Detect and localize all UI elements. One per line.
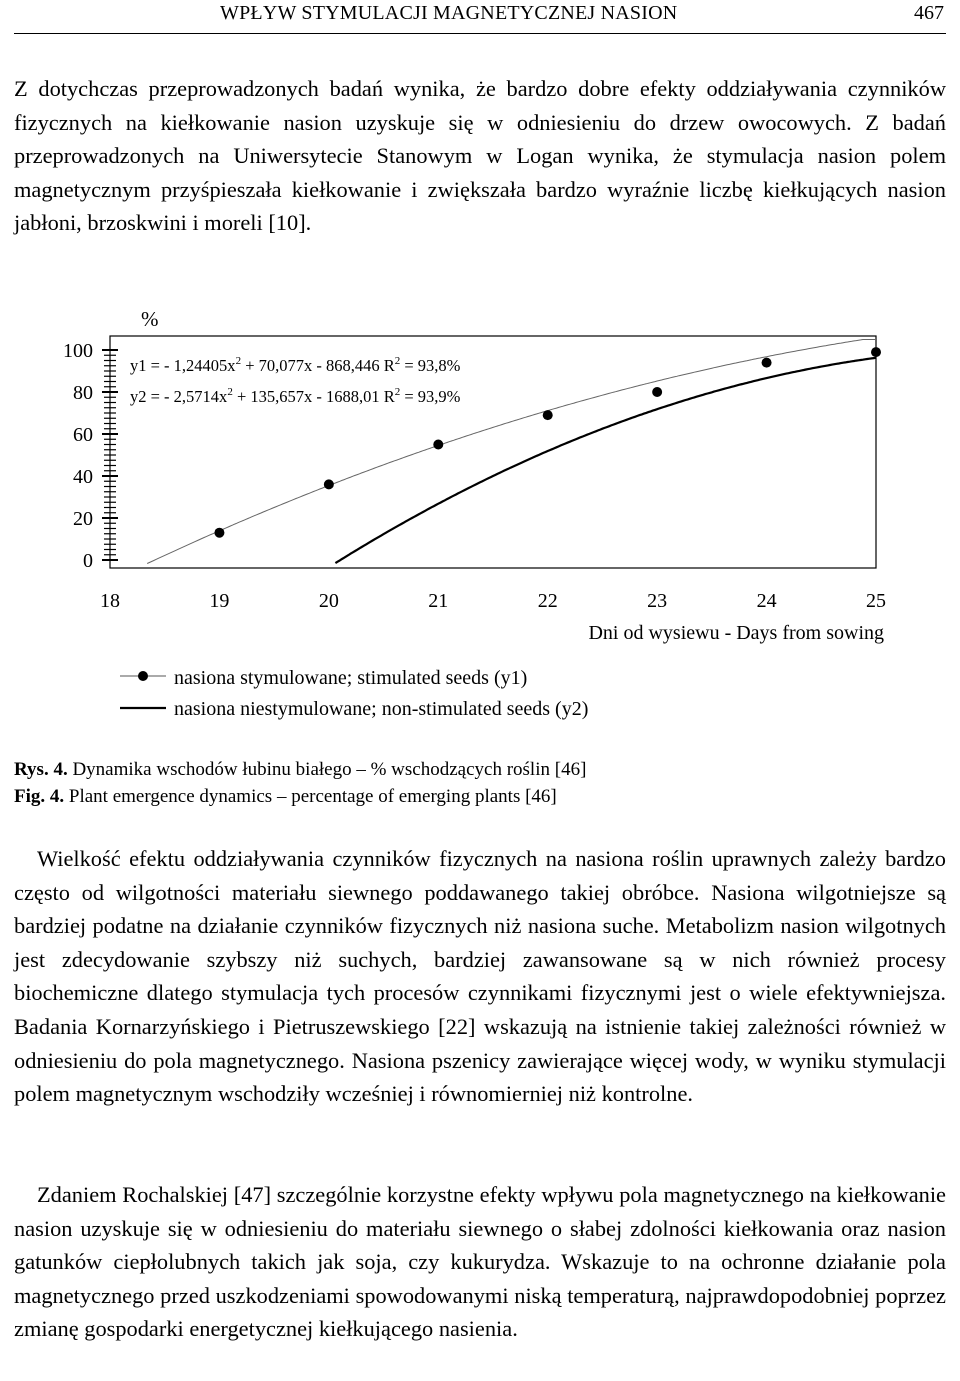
x-tick-label: 19 [209, 590, 230, 612]
paragraph-intro: Z dotychczas przeprowadzonych badań wynika, że bardzo dobre efekty oddziaływania czynników fizycznych na kiełkowanie nasion uzyskuje się w odniesieniu do drzew owocowych. Z badań przeprowadzonych na Uniwersytecie Stanowym w Logan wynika, że stymulacja nasion polem magnetycznym przyśpieszała kiełkowanie i zwiększała bardzo wyraźnie liczbę kiełkujących nasion jabłoni, brzoskwini i moreli [10]. [14, 76, 946, 236]
y-tick-label: 40 [73, 466, 93, 488]
data-point [871, 347, 881, 357]
x-axis-tick-labels [100, 590, 886, 612]
data-point [543, 410, 553, 420]
equation-y2: y2 = - $2,5714x^2 + 135,657x - 1688,01$ $R^2 = 93,9\%$ [130, 386, 461, 406]
x-axis-label: Dni od wysiewu - Days from sowing [588, 622, 884, 644]
x-tick-label: 23 [647, 590, 668, 612]
x-tick-label: 22 [537, 590, 558, 612]
caption-label-en: Fig. 4. [14, 786, 65, 807]
data-point [433, 440, 443, 450]
page-number: 467 [914, 2, 944, 24]
y-tick-label: 60 [73, 424, 93, 446]
legend-marker-stimulated [138, 671, 148, 681]
data-point [214, 528, 224, 538]
caption-text-pl: Dynamika wschodów łubinu białego – % wschodzących roślin [46] [67, 759, 587, 780]
x-tick-label: 20 [318, 590, 339, 612]
figure-caption-en [14, 781, 557, 812]
emergence-chart [0, 296, 960, 726]
legend-label-stimulated: nasiona stymulowane; stimulated seeds (y1) [174, 667, 528, 689]
y-axis-tick-labels [63, 340, 93, 572]
y-axis-ticks [102, 350, 118, 560]
x-tick-label: 25 [866, 590, 886, 612]
equation-y1: y1 = - $1,24405x^2 + 70,077x - 868,446$ $R^2 = 93,8\%$ [130, 355, 461, 375]
caption-label-pl: Rys. 4. [14, 759, 68, 780]
y-tick-label: 0 [83, 550, 93, 572]
data-point [324, 479, 334, 489]
y-tick-label: 100 [63, 340, 93, 362]
legend-label-nonstimulated: nasiona niestymulowane; non-stimulated seeds (y2) [174, 698, 589, 720]
paragraph-rochalska: Zdaniem Rochalskiej [47] szczególnie korzystne efekty wpływu pola magnetycznego na kiełkowanie nasion uzyskuje się w odniesieniu do materiału siewnego o słabej zdolności kiełkowania oraz nasion gatunków ciepłolubnych takich jak soja, czy kukurydza. Wskazuje to na ochronne działanie pola magnetycznego przed uszkodzeniami spowodowanymi niską temperaturą, najprawdopodobniej poprzez zmianę gospodarki energetycznej kiełkującego nasienia. [14, 1182, 946, 1342]
legend [120, 667, 588, 720]
running-header [14, 0, 946, 34]
y-tick-label: 80 [73, 382, 93, 404]
y-tick-label: 20 [73, 508, 93, 530]
data-point [652, 387, 662, 397]
y-axis-label: % [141, 307, 159, 331]
running-title: WPŁYW STYMULACJI MAGNETYCZNEJ NASION [220, 2, 678, 24]
paragraph-moisture: Wielkość efektu oddziaływania czynników fizycznych na nasiona roślin uprawnych zależy bardzo często od wilgotności materiału siewnego poddawanego takiej obróbce. Nasiona wilgotniejsze są bardziej podatne na działanie czynników fizycznych niż nasiona suche. Metabolizm nasion wilgotnych jest zdecydowanie szybszy niż suchych, bardziej zawansowane są w nich również procesy biochemiczne dlatego stymulacja tych procesów czynnikami fizycznymi jest o wiele efektywniejsza. Badania Kornarzyńskiego i Pietruszewskiego [22] wskazują na istnienie takiej zależności również w odniesieniu do pola magnetycznego. Nasiona pszenicy zawierające więcej wody, w wyniku stymulacji polem magnetycznym wschodziły wcześniej i równomierniej niż kontrolne. [14, 846, 946, 1107]
caption-text-en: Plant emergence dynamics – percentage of emerging plants [46] [64, 786, 557, 807]
x-tick-label: 24 [756, 590, 777, 612]
x-tick-label: 21 [428, 590, 449, 612]
x-tick-label: 18 [100, 590, 120, 612]
data-point [762, 358, 772, 368]
